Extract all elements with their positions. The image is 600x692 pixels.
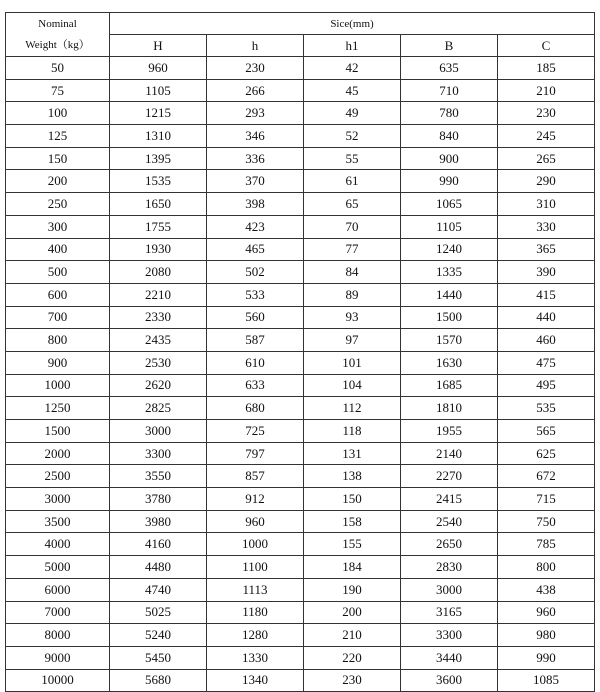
size-cell: 220 [304, 646, 401, 669]
weight-cell: 125 [6, 125, 110, 148]
size-cell: 710 [401, 79, 498, 102]
size-cell: 840 [401, 125, 498, 148]
size-cell: 2620 [110, 374, 207, 397]
size-cell: 1085 [498, 669, 595, 692]
size-cell: 750 [498, 510, 595, 533]
size-cell: 680 [207, 397, 304, 420]
size-cell: 2270 [401, 465, 498, 488]
size-cell: 415 [498, 283, 595, 306]
size-header: Sice(mm) [110, 13, 595, 35]
size-cell: 5680 [110, 669, 207, 692]
size-cell: 1310 [110, 125, 207, 148]
size-cell: 112 [304, 397, 401, 420]
size-cell: 780 [401, 102, 498, 125]
size-cell: 158 [304, 510, 401, 533]
weight-cell: 6000 [6, 578, 110, 601]
weight-cell: 75 [6, 79, 110, 102]
size-cell: 785 [498, 533, 595, 556]
size-cell: 3300 [401, 624, 498, 647]
size-cell: 2650 [401, 533, 498, 556]
size-cell: 1500 [401, 306, 498, 329]
size-cell: 460 [498, 329, 595, 352]
size-cell: 633 [207, 374, 304, 397]
weight-cell: 100 [6, 102, 110, 125]
size-cell: 150 [304, 488, 401, 511]
table-row [6, 329, 595, 352]
table-row [6, 125, 595, 148]
size-cell: 52 [304, 125, 401, 148]
size-cell: 1955 [401, 420, 498, 443]
weight-cell: 200 [6, 170, 110, 193]
size-cell: 290 [498, 170, 595, 193]
size-cell: 1685 [401, 374, 498, 397]
size-cell: 89 [304, 283, 401, 306]
table-row [6, 646, 595, 669]
size-cell: 310 [498, 193, 595, 216]
size-cell: 1335 [401, 261, 498, 284]
table-row [6, 102, 595, 125]
size-cell: 1240 [401, 238, 498, 261]
weight-cell: 2000 [6, 442, 110, 465]
table-row [6, 510, 595, 533]
size-cell: 84 [304, 261, 401, 284]
size-cell: 1570 [401, 329, 498, 352]
table-row [6, 442, 595, 465]
weight-cell: 800 [6, 329, 110, 352]
size-cell: 2540 [401, 510, 498, 533]
size-cell: 800 [498, 556, 595, 579]
size-cell: 1105 [401, 215, 498, 238]
weight-cell: 3500 [6, 510, 110, 533]
weight-cell: 900 [6, 351, 110, 374]
weight-cell: 150 [6, 147, 110, 170]
size-cell: 900 [401, 147, 498, 170]
size-cell: 365 [498, 238, 595, 261]
weight-cell: 5000 [6, 556, 110, 579]
size-cell: 980 [498, 624, 595, 647]
size-cell: 635 [401, 57, 498, 80]
size-cell: 77 [304, 238, 401, 261]
size-cell: 200 [304, 601, 401, 624]
size-cell: 65 [304, 193, 401, 216]
size-cell: 346 [207, 125, 304, 148]
size-cell: 502 [207, 261, 304, 284]
size-cell: 97 [304, 329, 401, 352]
weight-cell: 300 [6, 215, 110, 238]
table-row [6, 397, 595, 420]
size-cell: 495 [498, 374, 595, 397]
size-cell: 70 [304, 215, 401, 238]
size-cell: 4160 [110, 533, 207, 556]
weight-cell: 4000 [6, 533, 110, 556]
size-cell: 370 [207, 170, 304, 193]
table-row [6, 79, 595, 102]
size-cell: 960 [498, 601, 595, 624]
weight-cell: 400 [6, 238, 110, 261]
size-cell: 2330 [110, 306, 207, 329]
size-cell: 1180 [207, 601, 304, 624]
table-row [6, 261, 595, 284]
size-cell: 390 [498, 261, 595, 284]
size-cell: 960 [207, 510, 304, 533]
size-cell: 465 [207, 238, 304, 261]
size-cell: 3780 [110, 488, 207, 511]
size-cell: 4480 [110, 556, 207, 579]
table-row [6, 533, 595, 556]
size-cell: 49 [304, 102, 401, 125]
table-row [6, 488, 595, 511]
size-cell: 5450 [110, 646, 207, 669]
size-cell: 336 [207, 147, 304, 170]
table-row [6, 238, 595, 261]
weight-cell: 9000 [6, 646, 110, 669]
size-cell: 61 [304, 170, 401, 193]
weight-cell: 7000 [6, 601, 110, 624]
table-row [6, 57, 595, 80]
size-cell: 1810 [401, 397, 498, 420]
size-cell: 535 [498, 397, 595, 420]
weight-cell: 600 [6, 283, 110, 306]
size-cell: 118 [304, 420, 401, 443]
size-cell: 587 [207, 329, 304, 352]
size-cell: 1650 [110, 193, 207, 216]
weight-header-line1: Nominal [38, 17, 77, 30]
size-cell: 230 [304, 669, 401, 692]
spec-table-container [5, 12, 594, 692]
size-cell: 610 [207, 351, 304, 374]
size-cell: 93 [304, 306, 401, 329]
size-cell: 1340 [207, 669, 304, 692]
weight-cell: 1500 [6, 420, 110, 443]
table-row [6, 193, 595, 216]
size-cell: 1440 [401, 283, 498, 306]
size-cell: 245 [498, 125, 595, 148]
size-cell: 266 [207, 79, 304, 102]
size-cell: 625 [498, 442, 595, 465]
size-cell: 797 [207, 442, 304, 465]
table-row [6, 170, 595, 193]
size-cell: 330 [498, 215, 595, 238]
weight-header [6, 13, 110, 57]
weight-cell: 1000 [6, 374, 110, 397]
size-cell: 131 [304, 442, 401, 465]
column-header: h1 [304, 35, 401, 57]
size-cell: 440 [498, 306, 595, 329]
weight-cell: 10000 [6, 669, 110, 692]
size-cell: 190 [304, 578, 401, 601]
size-cell: 2825 [110, 397, 207, 420]
table-row [6, 624, 595, 647]
size-cell: 725 [207, 420, 304, 443]
size-cell: 5025 [110, 601, 207, 624]
size-cell: 960 [110, 57, 207, 80]
size-cell: 3550 [110, 465, 207, 488]
table-row [6, 306, 595, 329]
table-row [6, 147, 595, 170]
size-cell: 2210 [110, 283, 207, 306]
size-cell: 1535 [110, 170, 207, 193]
size-cell: 155 [304, 533, 401, 556]
weight-cell: 3000 [6, 488, 110, 511]
size-cell: 1280 [207, 624, 304, 647]
size-cell: 533 [207, 283, 304, 306]
size-cell: 565 [498, 420, 595, 443]
size-cell: 101 [304, 351, 401, 374]
size-cell: 1330 [207, 646, 304, 669]
column-header: B [401, 35, 498, 57]
weight-cell: 2500 [6, 465, 110, 488]
size-cell: 3600 [401, 669, 498, 692]
table-body [6, 57, 595, 692]
weight-cell: 50 [6, 57, 110, 80]
size-cell: 265 [498, 147, 595, 170]
size-cell: 2140 [401, 442, 498, 465]
table-row [6, 283, 595, 306]
size-cell: 293 [207, 102, 304, 125]
weight-cell: 700 [6, 306, 110, 329]
size-cell: 3300 [110, 442, 207, 465]
size-cell: 3000 [401, 578, 498, 601]
size-cell: 45 [304, 79, 401, 102]
size-cell: 5240 [110, 624, 207, 647]
size-cell: 672 [498, 465, 595, 488]
size-cell: 210 [498, 79, 595, 102]
dimension-table [5, 12, 595, 692]
size-cell: 210 [304, 624, 401, 647]
size-cell: 230 [207, 57, 304, 80]
size-cell: 857 [207, 465, 304, 488]
size-cell: 1065 [401, 193, 498, 216]
size-cell: 715 [498, 488, 595, 511]
size-cell: 1755 [110, 215, 207, 238]
table-row [6, 420, 595, 443]
size-cell: 185 [498, 57, 595, 80]
column-header: H [110, 35, 207, 57]
size-cell: 138 [304, 465, 401, 488]
size-cell: 1395 [110, 147, 207, 170]
size-cell: 3000 [110, 420, 207, 443]
size-cell: 184 [304, 556, 401, 579]
size-cell: 1930 [110, 238, 207, 261]
size-cell: 104 [304, 374, 401, 397]
size-cell: 912 [207, 488, 304, 511]
size-cell: 1000 [207, 533, 304, 556]
column-header: h [207, 35, 304, 57]
table-row [6, 374, 595, 397]
size-cell: 2435 [110, 329, 207, 352]
size-cell: 55 [304, 147, 401, 170]
size-cell: 990 [401, 170, 498, 193]
size-cell: 560 [207, 306, 304, 329]
table-row [6, 351, 595, 374]
size-cell: 4740 [110, 578, 207, 601]
table-row [6, 465, 595, 488]
weight-cell: 8000 [6, 624, 110, 647]
table-row [6, 669, 595, 692]
weight-header-line2: Weight（kg） [25, 38, 90, 51]
table-row [6, 556, 595, 579]
size-cell: 230 [498, 102, 595, 125]
weight-cell: 1250 [6, 397, 110, 420]
size-cell: 398 [207, 193, 304, 216]
size-cell: 2415 [401, 488, 498, 511]
size-cell: 1105 [110, 79, 207, 102]
size-cell: 3165 [401, 601, 498, 624]
size-cell: 3440 [401, 646, 498, 669]
size-cell: 1215 [110, 102, 207, 125]
size-cell: 42 [304, 57, 401, 80]
size-cell: 1113 [207, 578, 304, 601]
weight-cell: 250 [6, 193, 110, 216]
size-cell: 475 [498, 351, 595, 374]
table-row [6, 578, 595, 601]
size-cell: 438 [498, 578, 595, 601]
weight-cell: 500 [6, 261, 110, 284]
size-cell: 1100 [207, 556, 304, 579]
size-cell: 2530 [110, 351, 207, 374]
table-row [6, 601, 595, 624]
table-header [6, 13, 595, 57]
size-cell: 423 [207, 215, 304, 238]
size-cell: 2830 [401, 556, 498, 579]
size-cell: 2080 [110, 261, 207, 284]
column-header: C [498, 35, 595, 57]
table-row [6, 215, 595, 238]
size-cell: 990 [498, 646, 595, 669]
size-cell: 3980 [110, 510, 207, 533]
size-cell: 1630 [401, 351, 498, 374]
